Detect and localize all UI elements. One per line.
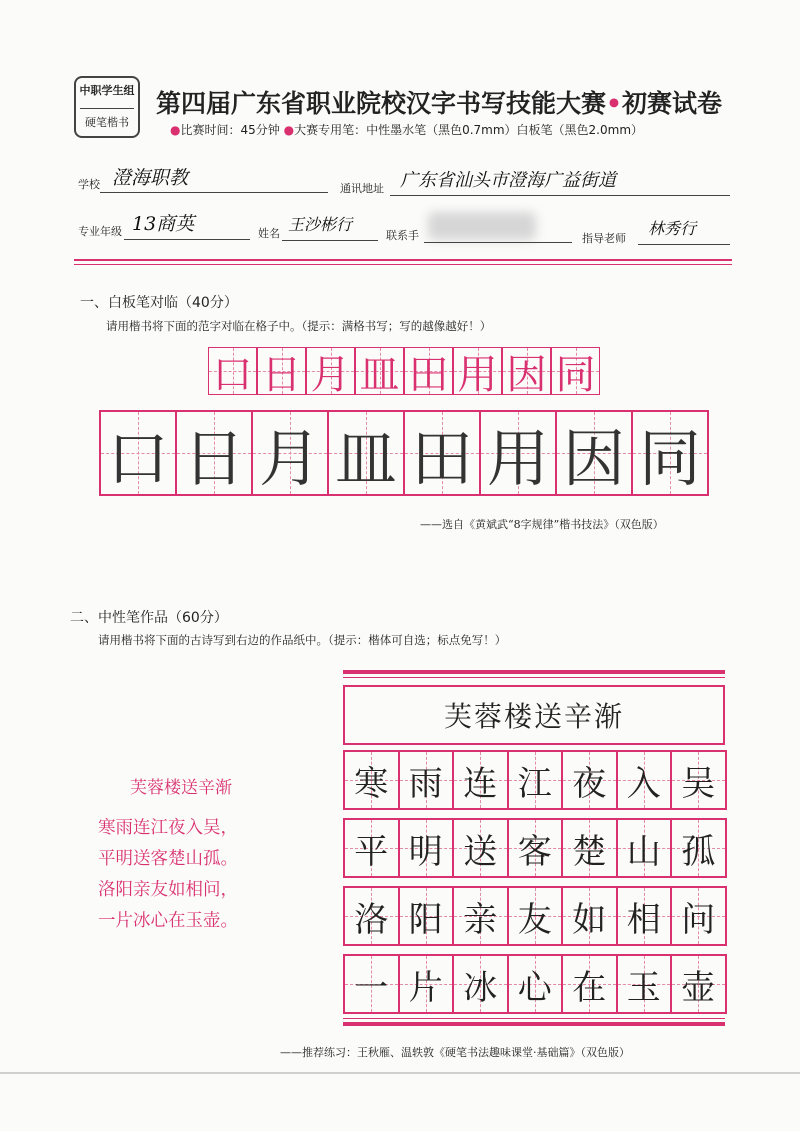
work-character-cell[interactable] [671, 955, 726, 1013]
work-frame-bottom-bar [343, 1022, 725, 1026]
practice-character-char: 皿 [334, 421, 397, 495]
model-character-cell [306, 347, 355, 398]
work-character-char: 雨 [408, 763, 443, 804]
address-label: 通讯地址 [340, 182, 384, 195]
work-character-char: 入 [626, 763, 661, 804]
work-character-char: 客 [517, 831, 552, 872]
poem-line-1: 寒雨连江夜入吴， [98, 818, 238, 838]
work-character-char: 阳 [408, 899, 443, 940]
work-character-cell[interactable] [562, 887, 617, 945]
work-row[interactable] [343, 886, 727, 946]
work-character-cell[interactable] [399, 819, 454, 877]
model-character-char: 口 [212, 351, 253, 398]
section1-heading: 一、白板笔对临（40分） [80, 295, 238, 311]
work-character-char: 如 [572, 899, 607, 940]
name-underline [282, 240, 378, 241]
model-character-cell [208, 347, 257, 398]
practice-characters-grid[interactable] [99, 410, 709, 496]
practice-character-cell[interactable] [404, 411, 480, 495]
address-underline [390, 195, 730, 196]
work-character-char: 亲 [463, 899, 498, 940]
work-character-char: 吴 [681, 763, 716, 804]
work-character-cell[interactable] [617, 751, 672, 809]
section1-source: ——选自《黄斌武“8字规律”楷书技法》（双色版） [420, 518, 664, 531]
model-character-char: 因 [506, 351, 547, 398]
badge-divider [80, 108, 134, 109]
paper-title [156, 84, 722, 120]
practice-character-char: 同 [638, 421, 701, 495]
model-character-char: 用 [457, 351, 498, 398]
major-label: 专业年级 [78, 225, 122, 238]
section2-heading: 二、中性笔作品（60分） [70, 610, 228, 626]
category-badge [74, 76, 140, 138]
bullet-icon: ● [170, 123, 181, 137]
work-character-cell[interactable] [508, 955, 563, 1013]
phone-label: 联系手 [386, 229, 419, 242]
work-character-cell[interactable] [671, 819, 726, 877]
teacher-value[interactable]: 林秀行 [648, 219, 697, 238]
major-value[interactable]: 13商英 [132, 213, 195, 235]
work-character-cell[interactable] [671, 751, 726, 809]
phone-redacted [428, 212, 536, 240]
header-divider [74, 259, 732, 261]
work-character-char: 一 [354, 967, 389, 1008]
practice-character-cell[interactable] [632, 411, 708, 495]
school-underline [100, 192, 328, 193]
work-character-char: 玉 [626, 967, 661, 1008]
poem-line-4: 一片冰心在玉壶。 [98, 911, 238, 931]
work-character-cell[interactable] [562, 819, 617, 877]
work-character-cell[interactable] [617, 819, 672, 877]
work-character-char: 连 [463, 763, 498, 804]
work-character-char: 平 [354, 831, 389, 872]
model-character-cell [355, 347, 404, 398]
work-character-cell[interactable] [344, 751, 399, 809]
work-character-char: 片 [408, 967, 443, 1008]
work-frame-top-bar [343, 670, 725, 674]
work-character-cell[interactable] [617, 887, 672, 945]
work-character-cell[interactable] [344, 887, 399, 945]
work-character-cell[interactable] [508, 751, 563, 809]
work-character-cell[interactable] [617, 955, 672, 1013]
model-character-cell [404, 347, 453, 398]
work-row[interactable] [343, 818, 727, 878]
recommended-practice: ——推荐练习：王秋雁、温轶敦《硬笔书法趣味课堂·基础篇》（双色版） [280, 1046, 630, 1059]
header-divider-thin [74, 264, 732, 265]
work-character-cell[interactable] [508, 819, 563, 877]
work-title[interactable]: 芙蓉楼送辛渐 [443, 700, 624, 733]
model-character-cell [551, 347, 600, 398]
title-suffix: 初赛试卷 [622, 89, 723, 118]
badge-bottom-text: 硬笔楷书 [85, 116, 129, 129]
section1-instruction: 请用楷书将下面的范字对临在格子中。（提示：满格书写；写的越像越好！） [106, 319, 492, 333]
work-character-cell[interactable] [453, 751, 508, 809]
work-character-cell[interactable] [399, 751, 454, 809]
work-character-cell[interactable] [399, 887, 454, 945]
work-character-char: 友 [517, 899, 552, 940]
practice-character-cell[interactable] [556, 411, 632, 495]
badge-top-text: 中职学生组 [79, 84, 135, 97]
work-character-cell[interactable] [562, 751, 617, 809]
model-character-char: 同 [555, 351, 596, 398]
practice-character-char: 日 [182, 421, 245, 495]
bullet-icon: ● [283, 123, 295, 137]
model-character-char: 皿 [359, 351, 400, 398]
teacher-underline [638, 244, 730, 245]
practice-character-cell[interactable] [480, 411, 556, 495]
title-main: 第四届广东省职业院校汉字书写技能大赛 [156, 89, 607, 118]
teacher-label: 指导老师 [582, 232, 626, 245]
model-character-cell [502, 347, 551, 398]
practice-character-char: 因 [562, 421, 625, 495]
work-character-char: 明 [408, 831, 443, 872]
exam-info [170, 121, 643, 138]
exam-time: 比赛时间：45分钟 [180, 123, 280, 137]
work-character-cell[interactable] [562, 955, 617, 1013]
practice-character-cell[interactable] [328, 411, 404, 495]
work-character-char: 楚 [572, 831, 607, 872]
work-character-char: 问 [681, 899, 716, 940]
practice-character-char: 口 [106, 421, 169, 495]
work-character-char: 洛 [354, 899, 389, 940]
practice-character-cell[interactable] [100, 411, 176, 495]
title-dot: • [606, 89, 622, 118]
work-character-char: 孤 [681, 831, 716, 872]
name-value[interactable]: 王沙彬行 [288, 215, 353, 234]
poem-line-2: 平明送客楚山孤。 [98, 849, 238, 869]
work-character-char: 相 [626, 899, 661, 940]
name-label: 姓名 [258, 227, 280, 240]
work-frame-bottom-thin [343, 1018, 725, 1019]
poem-line-3: 洛阳亲友如相问， [98, 880, 238, 900]
work-character-char: 在 [572, 967, 607, 1008]
model-characters-grid [208, 347, 600, 398]
model-character-char: 月 [310, 351, 351, 398]
address-value[interactable]: 广东省汕头市澄海广益街道 [400, 170, 616, 191]
work-character-char: 壶 [681, 967, 716, 1008]
work-row[interactable] [343, 750, 727, 810]
work-row[interactable] [343, 954, 727, 1014]
work-character-cell[interactable] [453, 819, 508, 877]
work-character-char: 心 [517, 967, 552, 1008]
phone-underline [424, 242, 572, 243]
model-character-cell [453, 347, 502, 398]
work-character-cell[interactable] [453, 887, 508, 945]
work-character-char: 江 [517, 763, 552, 804]
work-character-char: 冰 [463, 967, 498, 1008]
work-character-cell[interactable] [453, 955, 508, 1013]
work-character-cell[interactable] [344, 955, 399, 1013]
section2-instruction: 请用楷书将下面的古诗写到右边的作品纸中。（提示：楷体可自选；标点免写！） [98, 633, 507, 647]
work-character-cell[interactable] [508, 887, 563, 945]
work-character-char: 夜 [572, 763, 607, 804]
work-character-cell[interactable] [399, 955, 454, 1013]
work-frame-top-thin [343, 677, 725, 678]
work-character-cell[interactable] [671, 887, 726, 945]
practice-character-cell[interactable] [176, 411, 252, 495]
work-character-char: 山 [626, 831, 661, 872]
model-character-char: 日 [261, 351, 302, 398]
major-underline [124, 239, 250, 240]
poem-title: 芙蓉楼送辛渐 [130, 778, 232, 798]
work-character-cell[interactable] [344, 819, 399, 877]
practice-character-char: 田 [410, 421, 473, 495]
model-character-cell [257, 347, 306, 398]
practice-character-char: 用 [486, 421, 549, 495]
model-character-char: 田 [408, 351, 449, 398]
page-bottom-line [0, 1072, 800, 1074]
work-character-char: 寒 [354, 763, 389, 804]
work-title-box [343, 685, 725, 745]
practice-character-cell[interactable] [252, 411, 328, 495]
school-label: 学校 [78, 178, 100, 191]
exam-pens: 大赛专用笔：中性墨水笔（黑色0.7mm）白板笔（黑色2.0mm） [294, 123, 644, 137]
school-value[interactable]: 澄海职教 [112, 167, 189, 189]
practice-character-char: 月 [258, 421, 321, 495]
work-character-char: 送 [463, 831, 498, 872]
